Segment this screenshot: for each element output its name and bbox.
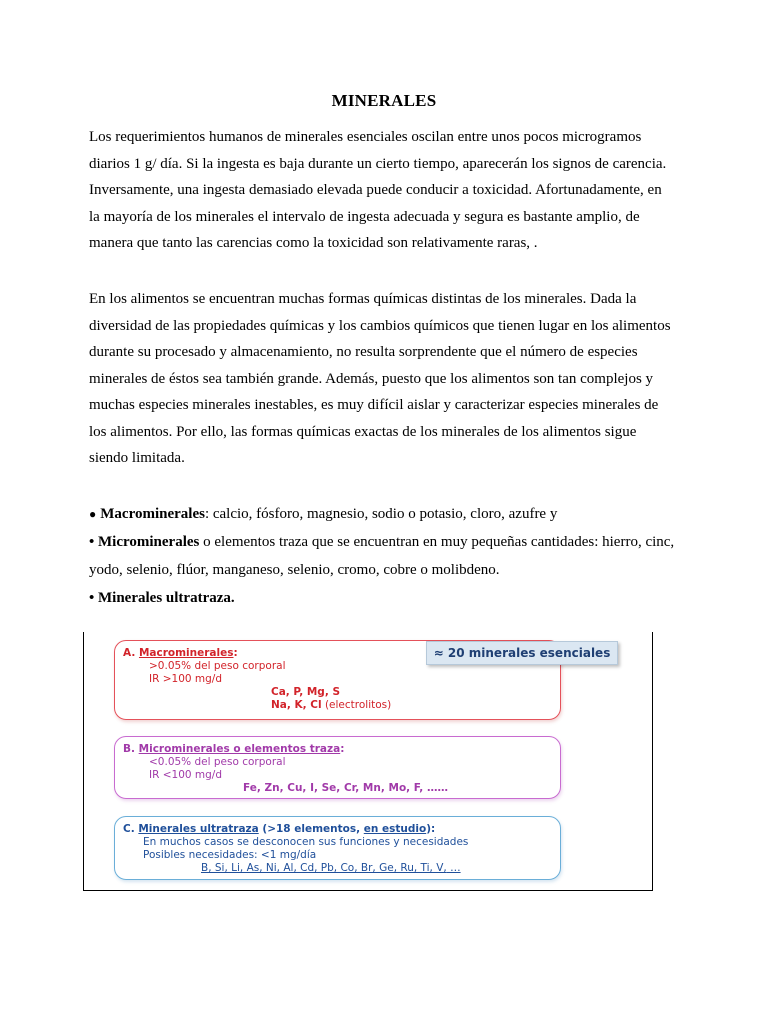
box-heading-term: Macrominerales	[138, 647, 234, 659]
list-item-microminerales	[89, 528, 699, 556]
paragraph-line: diarios 1 g/ día. Si la ingesta es baja durante un cierto tiempo, aparecerán los signos de carencia.	[89, 155, 667, 172]
paragraph-line: En los alimentos se encuentran muchas formas químicas distintas de los minerales. Dada la	[89, 291, 637, 307]
box-microminerales	[114, 736, 561, 799]
paragraph-requirements	[89, 124, 689, 257]
box-detail-line: IR <100 mg/d	[149, 769, 223, 781]
paragraph-line: muchas especies minerales inestables, es muy difícil aislar y caracterizar especies minerales de	[89, 397, 659, 413]
term-macrominerales: Macrominerales	[100, 506, 205, 522]
box-detail-line: En muchos casos se desconocen sus funciones y necesidades	[143, 836, 469, 848]
box-prefix: C.	[123, 823, 139, 835]
paragraph-chemical-forms	[89, 286, 689, 472]
page-title: MINERALES	[331, 91, 437, 110]
bullet-icon: •	[89, 534, 95, 550]
box-heading-term2: en estudio	[363, 823, 427, 835]
box-elements-tail: …	[446, 862, 461, 874]
paragraph-line: Los requerimientos humanos de minerales esenciales oscilan entre unos pocos microgramos	[89, 129, 642, 145]
box-heading-suffix: :	[233, 647, 238, 659]
paragraph-line: los alimentos. Por ello, las formas químicas exactas de los minerales de los alimentos sigue	[89, 423, 637, 440]
box-prefix: A.	[123, 647, 139, 659]
term-ultratraza: Minerales ultratraza.	[98, 590, 235, 606]
box-heading-term: Minerales ultratraza	[138, 823, 259, 835]
list-item-ultratraza	[89, 584, 699, 612]
paragraph-line: minerales de éstos sea también grande. Además, puesto que los alimentos son tan complejos y	[89, 370, 654, 387]
box-elements: Ca, P, Mg, S	[271, 686, 341, 698]
box-elements	[201, 862, 550, 875]
box-heading	[123, 743, 550, 756]
paragraph-line: siendo limitada.	[89, 450, 185, 466]
box-elements	[271, 699, 550, 712]
box-elements: Fe, Zn, Cu, I, Se, Cr, Mn, Mo, F, ……	[243, 782, 448, 794]
box-detail-line: Posibles necesidades: <1 mg/día	[143, 849, 317, 861]
box-heading-term: Microminerales o elementos traza	[138, 743, 341, 755]
term-description: : calcio, fósforo, magnesio, sodio o potasio, cloro, azufre y	[204, 506, 558, 522]
bullet-icon: •	[89, 590, 95, 606]
box-detail-line: >0.05% del peso corporal	[149, 660, 286, 672]
list-item-macrominerales	[89, 500, 699, 528]
paragraph-line: diversidad de las propiedades químicas y los cambios químicos que tienen lugar en los alimentos	[89, 317, 671, 334]
box-detail-line: IR >100 mg/d	[149, 673, 223, 685]
bullet-icon: ●	[89, 507, 97, 521]
box-heading-suffix: :	[340, 743, 345, 755]
term-microminerales: Microminerales	[98, 534, 200, 550]
box-elements-bold: Na, K, Cl	[271, 699, 322, 711]
minerals-classification-figure	[83, 632, 653, 891]
box-ultratraza	[114, 816, 561, 880]
box-heading	[123, 823, 550, 836]
box-detail-line: <0.05% del peso corporal	[149, 756, 286, 768]
box-elements-note: (electrolitos)	[321, 699, 392, 711]
paragraph-line: manera que tanto las carencias como la toxicidad son relativamente raras, .	[89, 235, 538, 251]
essential-minerals-badge: ≈ 20 minerales esenciales	[426, 641, 618, 665]
paragraph-line: la mayoría de los minerales el intervalo de ingesta adecuada y segura es bastante amplio, de	[89, 208, 640, 225]
list-item-continuation: yodo, selenio, flúor, manganeso, selenio, cromo, cobre o molibdeno.	[89, 562, 500, 578]
box-heading-suffix: ):	[426, 823, 436, 835]
paragraph-line: Inversamente, una ingesta demasiado elevada puede conducir a toxicidad. Afortunadamente, en	[89, 182, 662, 198]
box-elements-list: B, Si, Li, As, Ni, Al, Cd, Pb, Co, Br, Ge, Ru, Ti, V,	[201, 862, 447, 874]
box-prefix: B.	[123, 743, 139, 755]
paragraph-line: durante su procesado y almacenamiento, no resulta sorprendente que el número de especies	[89, 344, 638, 360]
term-description: o elementos traza que se encuentran en muy pequeñas cantidades: hierro, cinc,	[199, 534, 675, 550]
mineral-categories-list	[89, 500, 699, 612]
box-heading-mid: (>18 elementos,	[258, 823, 364, 835]
